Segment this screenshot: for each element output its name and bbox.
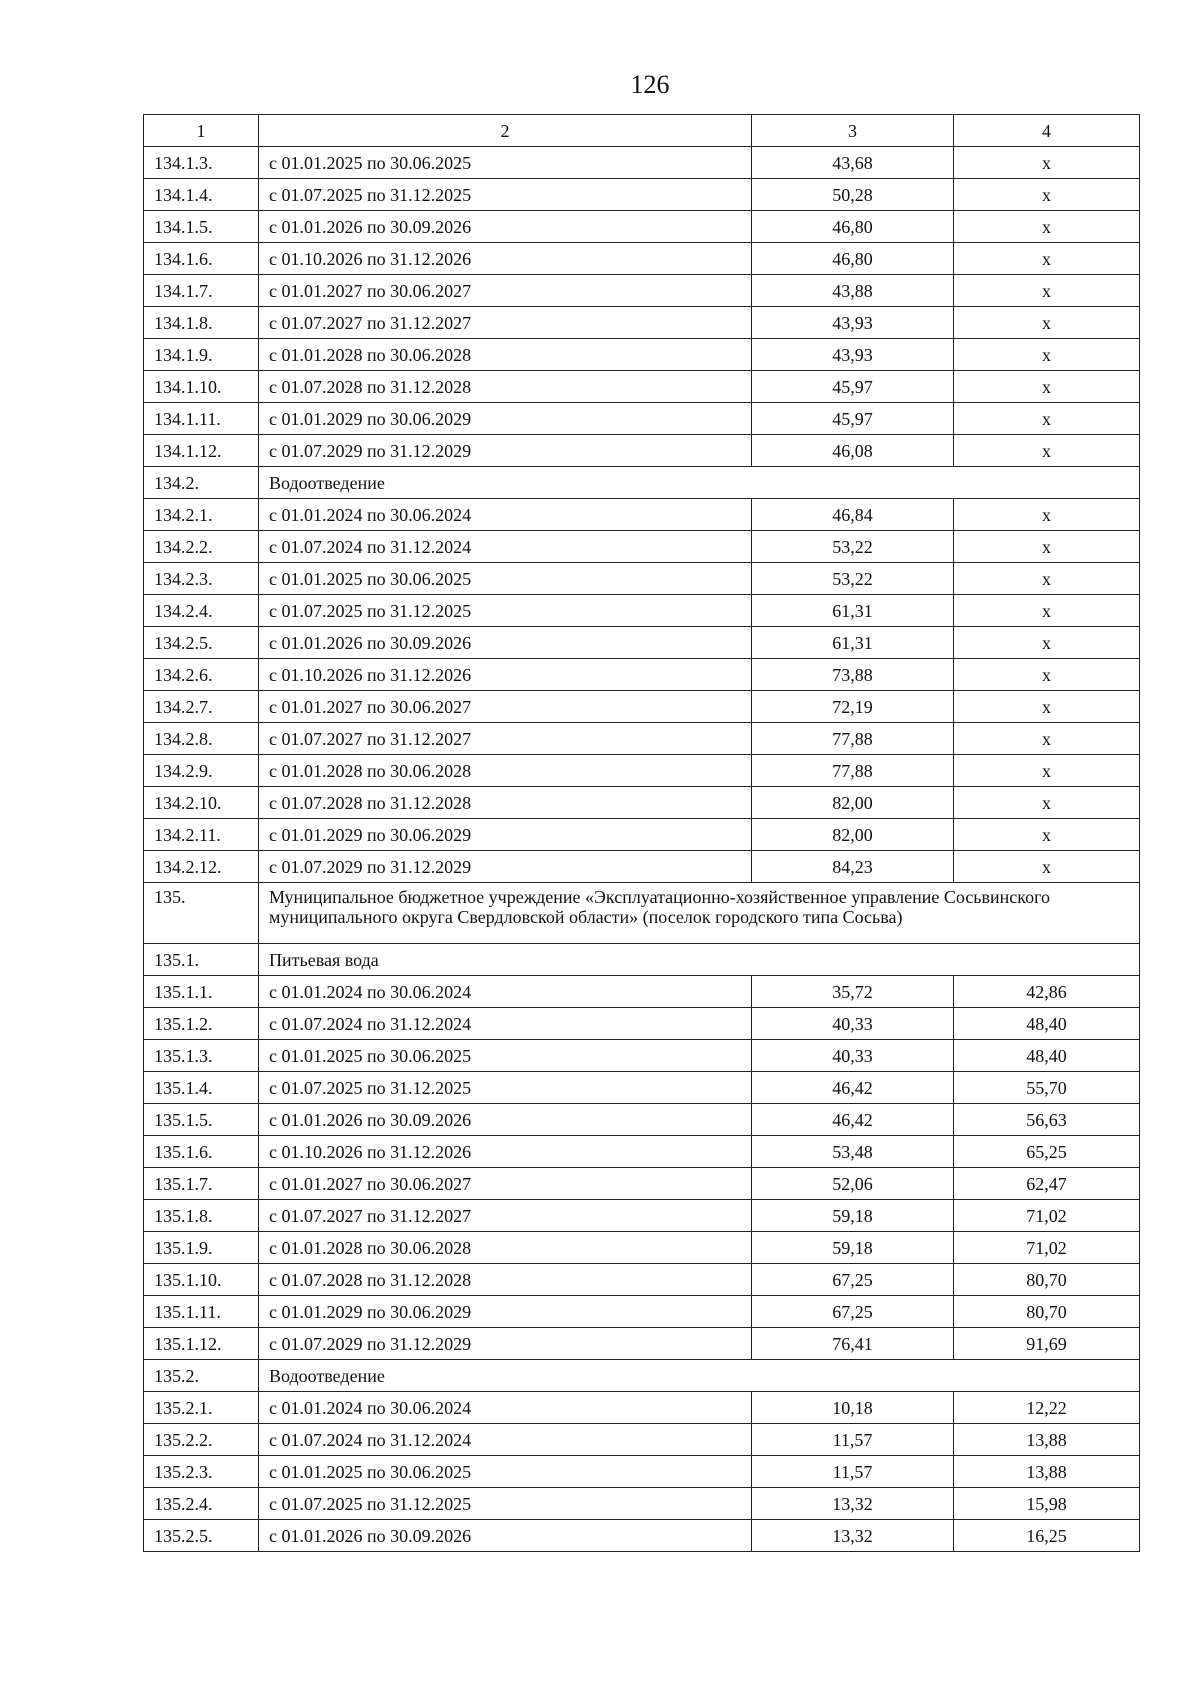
row-number-cell: 134.2.2.	[144, 531, 259, 563]
row-number-cell: 134.1.4.	[144, 179, 259, 211]
section-title-cell: Питьевая вода	[259, 944, 1140, 976]
table-row	[144, 1072, 1140, 1104]
tariff-vat-cell: 55,70	[954, 1072, 1140, 1104]
table-row	[144, 1040, 1140, 1072]
table-row	[144, 243, 1140, 275]
table-row	[144, 755, 1140, 787]
tariff-value-cell: 43,88	[752, 275, 954, 307]
row-number-cell: 134.1.12.	[144, 435, 259, 467]
tariff-value-cell: 59,18	[752, 1200, 954, 1232]
table-row	[144, 1136, 1140, 1168]
tariff-value-cell: 46,80	[752, 211, 954, 243]
tariff-value-cell: 10,18	[752, 1392, 954, 1424]
table-row	[144, 1232, 1140, 1264]
table-row	[144, 1008, 1140, 1040]
table-row	[144, 1520, 1140, 1552]
row-number-cell: 135.2.3.	[144, 1456, 259, 1488]
tariff-vat-cell: 80,70	[954, 1264, 1140, 1296]
table-row	[144, 1488, 1140, 1520]
row-number-cell: 134.2.5.	[144, 627, 259, 659]
tariff-value-cell: 50,28	[752, 179, 954, 211]
row-number-cell: 135.1.11.	[144, 1296, 259, 1328]
table-row	[144, 1200, 1140, 1232]
tariff-vat-cell: х	[954, 627, 1140, 659]
period-cell: с 01.01.2028 по 30.06.2028	[259, 1232, 752, 1264]
tariff-vat-cell: х	[954, 339, 1140, 371]
row-number-cell: 135.1.7.	[144, 1168, 259, 1200]
period-cell: с 01.07.2025 по 31.12.2025	[259, 1488, 752, 1520]
table-row	[144, 1264, 1140, 1296]
tariff-value-cell: 82,00	[752, 787, 954, 819]
period-cell: с 01.07.2024 по 31.12.2024	[259, 531, 752, 563]
tariff-vat-cell: х	[954, 307, 1140, 339]
table-row	[144, 819, 1140, 851]
tariff-vat-cell: х	[954, 851, 1140, 883]
table-row	[144, 851, 1140, 883]
tariff-vat-cell: х	[954, 499, 1140, 531]
tariff-vat-cell: х	[954, 403, 1140, 435]
period-cell: с 01.01.2028 по 30.06.2028	[259, 755, 752, 787]
period-cell: с 01.01.2027 по 30.06.2027	[259, 691, 752, 723]
row-number-cell: 134.1.8.	[144, 307, 259, 339]
tariff-value-cell: 82,00	[752, 819, 954, 851]
tariff-table	[143, 114, 1140, 1552]
table-header-row	[144, 115, 1140, 147]
tariff-vat-cell: х	[954, 755, 1140, 787]
table-row	[144, 595, 1140, 627]
table-row	[144, 1456, 1140, 1488]
page-number: 126	[630, 70, 670, 99]
table-row	[144, 1104, 1140, 1136]
row-number-cell: 135.2.	[144, 1360, 259, 1392]
tariff-value-cell: 46,80	[752, 243, 954, 275]
period-cell: с 01.07.2027 по 31.12.2027	[259, 1200, 752, 1232]
table-row	[144, 976, 1140, 1008]
table-row	[144, 339, 1140, 371]
row-number-cell: 135.1.2.	[144, 1008, 259, 1040]
period-cell: с 01.07.2028 по 31.12.2028	[259, 371, 752, 403]
header-cell: 2	[259, 115, 752, 147]
period-cell: с 01.07.2024 по 31.12.2024	[259, 1008, 752, 1040]
table-row	[144, 371, 1140, 403]
section-row	[144, 1360, 1140, 1392]
row-number-cell: 134.1.7.	[144, 275, 259, 307]
tariff-value-cell: 11,57	[752, 1424, 954, 1456]
tariff-vat-cell: 12,22	[954, 1392, 1140, 1424]
tariff-vat-cell: х	[954, 371, 1140, 403]
tariff-vat-cell: 13,88	[954, 1424, 1140, 1456]
period-cell: с 01.07.2029 по 31.12.2029	[259, 435, 752, 467]
tariff-value-cell: 43,93	[752, 307, 954, 339]
tariff-value-cell: 45,97	[752, 371, 954, 403]
tariff-value-cell: 77,88	[752, 723, 954, 755]
period-cell: с 01.01.2027 по 30.06.2027	[259, 1168, 752, 1200]
row-number-cell: 134.2.7.	[144, 691, 259, 723]
row-number-cell: 134.2.	[144, 467, 259, 499]
tariff-vat-cell: 16,25	[954, 1520, 1140, 1552]
period-cell: с 01.01.2026 по 30.09.2026	[259, 211, 752, 243]
tariff-value-cell: 52,06	[752, 1168, 954, 1200]
tariff-value-cell: 72,19	[752, 691, 954, 723]
header-cell: 4	[954, 115, 1140, 147]
period-cell: с 01.07.2027 по 31.12.2027	[259, 307, 752, 339]
table-row	[144, 499, 1140, 531]
period-cell: с 01.07.2028 по 31.12.2028	[259, 1264, 752, 1296]
row-number-cell: 134.2.3.	[144, 563, 259, 595]
tariff-value-cell: 67,25	[752, 1264, 954, 1296]
tariff-value-cell: 45,97	[752, 403, 954, 435]
tariff-vat-cell: х	[954, 243, 1140, 275]
period-cell: с 01.10.2026 по 31.12.2026	[259, 243, 752, 275]
period-cell: с 01.01.2029 по 30.06.2029	[259, 403, 752, 435]
table-row	[144, 147, 1140, 179]
period-cell: с 01.07.2025 по 31.12.2025	[259, 179, 752, 211]
tariff-value-cell: 13,32	[752, 1520, 954, 1552]
tariff-value-cell: 53,22	[752, 563, 954, 595]
period-cell: с 01.01.2029 по 30.06.2029	[259, 1296, 752, 1328]
tariff-vat-cell: 48,40	[954, 1008, 1140, 1040]
tariff-vat-cell: х	[954, 563, 1140, 595]
row-number-cell: 134.1.6.	[144, 243, 259, 275]
tariff-vat-cell: х	[954, 179, 1140, 211]
tariff-vat-cell: 48,40	[954, 1040, 1140, 1072]
period-cell: с 01.07.2028 по 31.12.2028	[259, 787, 752, 819]
header-cell: 3	[752, 115, 954, 147]
row-number-cell: 135.1.	[144, 944, 259, 976]
tariff-value-cell: 59,18	[752, 1232, 954, 1264]
table-row	[144, 403, 1140, 435]
row-number-cell: 135.2.4.	[144, 1488, 259, 1520]
table-row	[144, 179, 1140, 211]
tariff-vat-cell: 91,69	[954, 1328, 1140, 1360]
period-cell: с 01.01.2024 по 30.06.2024	[259, 1392, 752, 1424]
tariff-table-body	[144, 115, 1140, 1552]
row-number-cell: 135.2.1.	[144, 1392, 259, 1424]
table-row	[144, 563, 1140, 595]
section-row	[144, 883, 1140, 944]
tariff-value-cell: 61,31	[752, 627, 954, 659]
tariff-value-cell: 67,25	[752, 1296, 954, 1328]
period-cell: с 01.01.2026 по 30.09.2026	[259, 627, 752, 659]
period-cell: с 01.01.2028 по 30.06.2028	[259, 339, 752, 371]
period-cell: с 01.01.2029 по 30.06.2029	[259, 819, 752, 851]
row-number-cell: 135.1.1.	[144, 976, 259, 1008]
tariff-vat-cell: 42,86	[954, 976, 1140, 1008]
row-number-cell: 135.2.2.	[144, 1424, 259, 1456]
tariff-vat-cell: 71,02	[954, 1200, 1140, 1232]
period-cell: с 01.01.2025 по 30.06.2025	[259, 563, 752, 595]
table-row	[144, 307, 1140, 339]
tariff-vat-cell: 65,25	[954, 1136, 1140, 1168]
period-cell: с 01.01.2027 по 30.06.2027	[259, 275, 752, 307]
row-number-cell: 134.2.6.	[144, 659, 259, 691]
row-number-cell: 135.1.6.	[144, 1136, 259, 1168]
row-number-cell: 134.1.5.	[144, 211, 259, 243]
table-row	[144, 531, 1140, 563]
row-number-cell: 135.2.5.	[144, 1520, 259, 1552]
tariff-vat-cell: х	[954, 211, 1140, 243]
row-number-cell: 134.2.10.	[144, 787, 259, 819]
row-number-cell: 134.1.3.	[144, 147, 259, 179]
tariff-value-cell: 40,33	[752, 1008, 954, 1040]
row-number-cell: 135.1.10.	[144, 1264, 259, 1296]
tariff-value-cell: 13,32	[752, 1488, 954, 1520]
tariff-value-cell: 46,42	[752, 1072, 954, 1104]
table-row	[144, 275, 1140, 307]
table-row	[144, 1392, 1140, 1424]
section-title-cell: Водоотведение	[259, 1360, 1140, 1392]
period-cell: с 01.10.2026 по 31.12.2026	[259, 659, 752, 691]
section-row	[144, 467, 1140, 499]
period-cell: с 01.07.2025 по 31.12.2025	[259, 1072, 752, 1104]
row-number-cell: 134.2.4.	[144, 595, 259, 627]
row-number-cell: 135.1.8.	[144, 1200, 259, 1232]
tariff-vat-cell: х	[954, 595, 1140, 627]
table-row	[144, 659, 1140, 691]
row-number-cell: 134.2.1.	[144, 499, 259, 531]
row-number-cell: 134.2.11.	[144, 819, 259, 851]
section-row	[144, 944, 1140, 976]
row-number-cell: 135.1.12.	[144, 1328, 259, 1360]
tariff-vat-cell: 71,02	[954, 1232, 1140, 1264]
row-number-cell: 135.1.4.	[144, 1072, 259, 1104]
tariff-vat-cell: х	[954, 723, 1140, 755]
row-number-cell: 134.2.8.	[144, 723, 259, 755]
table-row	[144, 787, 1140, 819]
row-number-cell: 134.1.10.	[144, 371, 259, 403]
row-number-cell: 134.1.9.	[144, 339, 259, 371]
table-row	[144, 1424, 1140, 1456]
tariff-value-cell: 40,33	[752, 1040, 954, 1072]
row-number-cell: 135.1.5.	[144, 1104, 259, 1136]
tariff-vat-cell: х	[954, 691, 1140, 723]
section-title-cell: Муниципальное бюджетное учреждение «Эксплуатационно-хозяйственное управление Сосьвинского муниципального округа Свердловской области» (поселок городского типа Сосьва)	[259, 883, 1140, 944]
table-row	[144, 723, 1140, 755]
table-row	[144, 435, 1140, 467]
row-number-cell: 134.2.9.	[144, 755, 259, 787]
tariff-value-cell: 84,23	[752, 851, 954, 883]
tariff-vat-cell: х	[954, 819, 1140, 851]
section-title-cell: Водоотведение	[259, 467, 1140, 499]
tariff-value-cell: 46,42	[752, 1104, 954, 1136]
tariff-vat-cell: 13,88	[954, 1456, 1140, 1488]
row-number-cell: 135.1.9.	[144, 1232, 259, 1264]
period-cell: с 01.07.2029 по 31.12.2029	[259, 1328, 752, 1360]
period-cell: с 01.10.2026 по 31.12.2026	[259, 1136, 752, 1168]
tariff-value-cell: 46,08	[752, 435, 954, 467]
tariff-vat-cell: х	[954, 435, 1140, 467]
tariff-vat-cell: 56,63	[954, 1104, 1140, 1136]
tariff-value-cell: 77,88	[752, 755, 954, 787]
period-cell: с 01.07.2025 по 31.12.2025	[259, 595, 752, 627]
tariff-value-cell: 35,72	[752, 976, 954, 1008]
period-cell: с 01.07.2027 по 31.12.2027	[259, 723, 752, 755]
table-row	[144, 1168, 1140, 1200]
period-cell: с 01.07.2024 по 31.12.2024	[259, 1424, 752, 1456]
tariff-vat-cell: х	[954, 531, 1140, 563]
period-cell: с 01.01.2024 по 30.06.2024	[259, 976, 752, 1008]
tariff-value-cell: 46,84	[752, 499, 954, 531]
tariff-vat-cell: х	[954, 659, 1140, 691]
tariff-vat-cell: х	[954, 275, 1140, 307]
tariff-value-cell: 53,48	[752, 1136, 954, 1168]
period-cell: с 01.01.2026 по 30.09.2026	[259, 1520, 752, 1552]
tariff-vat-cell: 62,47	[954, 1168, 1140, 1200]
tariff-vat-cell: х	[954, 147, 1140, 179]
tariff-value-cell: 76,41	[752, 1328, 954, 1360]
tariff-value-cell: 43,68	[752, 147, 954, 179]
table-row	[144, 1296, 1140, 1328]
tariff-vat-cell: х	[954, 787, 1140, 819]
period-cell: с 01.01.2025 по 30.06.2025	[259, 1456, 752, 1488]
period-cell: с 01.01.2025 по 30.06.2025	[259, 147, 752, 179]
row-number-cell: 135.	[144, 883, 259, 944]
table-row	[144, 691, 1140, 723]
period-cell: с 01.07.2029 по 31.12.2029	[259, 851, 752, 883]
period-cell: с 01.01.2026 по 30.09.2026	[259, 1104, 752, 1136]
period-cell: с 01.01.2025 по 30.06.2025	[259, 1040, 752, 1072]
tariff-value-cell: 61,31	[752, 595, 954, 627]
header-cell: 1	[144, 115, 259, 147]
row-number-cell: 134.2.12.	[144, 851, 259, 883]
tariff-vat-cell: 80,70	[954, 1296, 1140, 1328]
tariff-vat-cell: 15,98	[954, 1488, 1140, 1520]
tariff-value-cell: 11,57	[752, 1456, 954, 1488]
row-number-cell: 134.1.11.	[144, 403, 259, 435]
table-row	[144, 1328, 1140, 1360]
table-row	[144, 211, 1140, 243]
tariff-value-cell: 43,93	[752, 339, 954, 371]
row-number-cell: 135.1.3.	[144, 1040, 259, 1072]
period-cell: с 01.01.2024 по 30.06.2024	[259, 499, 752, 531]
tariff-value-cell: 73,88	[752, 659, 954, 691]
tariff-value-cell: 53,22	[752, 531, 954, 563]
table-row	[144, 627, 1140, 659]
